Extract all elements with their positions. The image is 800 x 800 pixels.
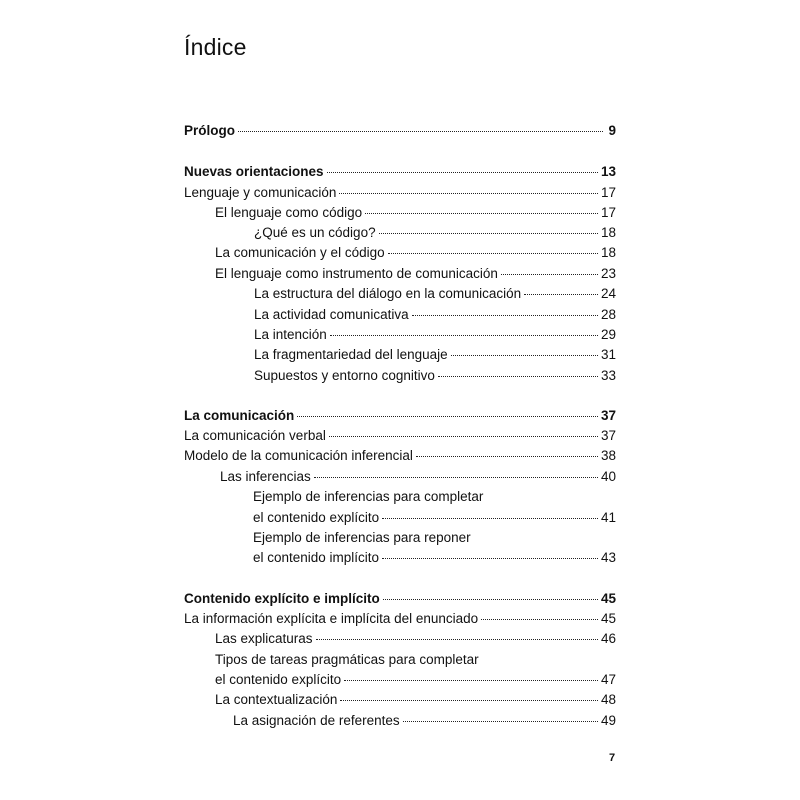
toc-entry bbox=[253, 509, 616, 527]
toc-entry-page: 40 bbox=[600, 469, 616, 484]
toc-entry-page: 18 bbox=[600, 245, 616, 260]
toc-entry-page: 43 bbox=[600, 550, 616, 565]
toc-entry-title: Nuevas orientaciones bbox=[184, 164, 324, 179]
toc-entry-page: 28 bbox=[600, 307, 616, 322]
toc-entry-page: 37 bbox=[600, 408, 616, 423]
page-number: 7 bbox=[609, 752, 616, 764]
dot-leader bbox=[314, 477, 598, 478]
toc-entry-title: el contenido implícito bbox=[253, 550, 380, 565]
toc-entry-title: Supuestos y entorno cognitivo bbox=[254, 368, 435, 383]
toc-entry-page: 48 bbox=[600, 692, 616, 707]
toc-entry bbox=[215, 671, 616, 689]
toc-entry bbox=[253, 549, 616, 567]
dot-leader bbox=[329, 436, 598, 437]
toc-entry-page: 18 bbox=[600, 225, 616, 240]
page-title: Índice bbox=[184, 34, 247, 60]
toc-entry-title: Las explicaturas bbox=[215, 631, 313, 646]
toc-entry-title: La información explícita e implícita del enunciado bbox=[184, 611, 479, 626]
toc-entry-title: Lenguaje y comunicación bbox=[184, 185, 337, 200]
toc-entry-page: 37 bbox=[600, 428, 616, 443]
toc-entry bbox=[254, 306, 616, 324]
dot-leader bbox=[501, 274, 598, 275]
toc-entry-title: El lenguaje como instrumento de comunicación bbox=[215, 266, 498, 281]
toc-entry bbox=[184, 407, 616, 425]
toc-entry bbox=[254, 224, 616, 242]
dot-leader bbox=[481, 619, 598, 620]
toc-entry-title: La comunicación verbal bbox=[184, 428, 326, 443]
dot-leader bbox=[412, 315, 598, 316]
toc-entry-title: La comunicación y el código bbox=[215, 245, 385, 260]
toc-entry bbox=[215, 691, 616, 709]
dot-leader bbox=[316, 639, 598, 640]
dot-leader bbox=[238, 131, 603, 132]
toc-entry-title: El lenguaje como código bbox=[215, 205, 363, 220]
toc-entry bbox=[184, 427, 616, 445]
dot-leader bbox=[379, 233, 598, 234]
toc-entry-title: Ejemplo de inferencias para reponer bbox=[253, 530, 471, 545]
toc-entry bbox=[184, 163, 616, 181]
toc-entry bbox=[254, 346, 616, 364]
toc-entry-page: 33 bbox=[600, 368, 616, 383]
dot-leader bbox=[327, 172, 598, 173]
toc-entry bbox=[254, 326, 616, 344]
toc-entry-page: 23 bbox=[600, 266, 616, 281]
dot-leader bbox=[330, 335, 598, 336]
dot-leader bbox=[416, 456, 598, 457]
toc-entry-title: Ejemplo de inferencias para completar bbox=[253, 489, 484, 504]
toc-entry-title: Modelo de la comunicación inferencial bbox=[184, 448, 413, 463]
toc-entry bbox=[184, 122, 616, 140]
toc-entry bbox=[215, 630, 616, 648]
toc-entry-title: el contenido explícito bbox=[215, 672, 342, 687]
dot-leader bbox=[403, 721, 598, 722]
toc-entry-page: 9 bbox=[608, 123, 616, 138]
dot-leader bbox=[388, 253, 598, 254]
dot-leader bbox=[383, 599, 598, 600]
toc-entry bbox=[215, 265, 616, 283]
dot-leader bbox=[524, 294, 598, 295]
toc-entry-page: 45 bbox=[600, 611, 616, 626]
toc-entry-page: 45 bbox=[600, 591, 616, 606]
toc-entry-page: 49 bbox=[600, 713, 616, 728]
dot-leader bbox=[339, 193, 598, 194]
toc-entry-page: 13 bbox=[600, 164, 616, 179]
toc-entry bbox=[254, 367, 616, 385]
toc-entry-page: 41 bbox=[600, 510, 616, 525]
toc-entry-page: 17 bbox=[600, 205, 616, 220]
toc-entry-title: Contenido explícito e implícito bbox=[184, 591, 380, 606]
toc-entry bbox=[220, 468, 616, 486]
toc-entry-page: 24 bbox=[600, 286, 616, 301]
toc-entry-title: La intención bbox=[254, 327, 327, 342]
toc-entry bbox=[184, 447, 616, 465]
toc-entry bbox=[215, 244, 616, 262]
toc-entry-title: La asignación de referentes bbox=[233, 713, 400, 728]
toc-entry-page: 47 bbox=[600, 672, 616, 687]
toc-entry-title: Las inferencias bbox=[220, 469, 311, 484]
toc-entry-page: 31 bbox=[600, 347, 616, 362]
toc-entry-title: La actividad comunicativa bbox=[254, 307, 409, 322]
toc-entry-title: el contenido explícito bbox=[253, 510, 380, 525]
dot-leader bbox=[297, 416, 598, 417]
toc-entry bbox=[254, 285, 616, 303]
toc-entry-page: 17 bbox=[600, 185, 616, 200]
toc-entry bbox=[184, 610, 616, 628]
toc-entry-title: ¿Qué es un código? bbox=[254, 225, 376, 240]
dot-leader bbox=[451, 355, 598, 356]
dot-leader bbox=[382, 558, 598, 559]
toc-entry-title: La fragmentariedad del lenguaje bbox=[254, 347, 448, 362]
toc-entry-title: La contextualización bbox=[215, 692, 338, 707]
dot-leader bbox=[438, 376, 598, 377]
dot-leader bbox=[365, 213, 598, 214]
toc-entry-page: 38 bbox=[600, 448, 616, 463]
toc-entry-page: 29 bbox=[600, 327, 616, 342]
toc-entry-title: Tipos de tareas pragmáticas para completar bbox=[215, 652, 479, 667]
toc-entry-title: La estructura del diálogo en la comunicación bbox=[254, 286, 522, 301]
toc-entry-page: 46 bbox=[600, 631, 616, 646]
toc-entry-title: Prólogo bbox=[184, 123, 235, 138]
dot-leader bbox=[382, 518, 598, 519]
toc-entry bbox=[233, 712, 616, 730]
toc-entry bbox=[184, 590, 616, 608]
toc-entry-title: La comunicación bbox=[184, 408, 295, 423]
dot-leader bbox=[340, 700, 598, 701]
toc-entry bbox=[184, 184, 616, 202]
dot-leader bbox=[344, 680, 598, 681]
toc-entry bbox=[215, 204, 616, 222]
